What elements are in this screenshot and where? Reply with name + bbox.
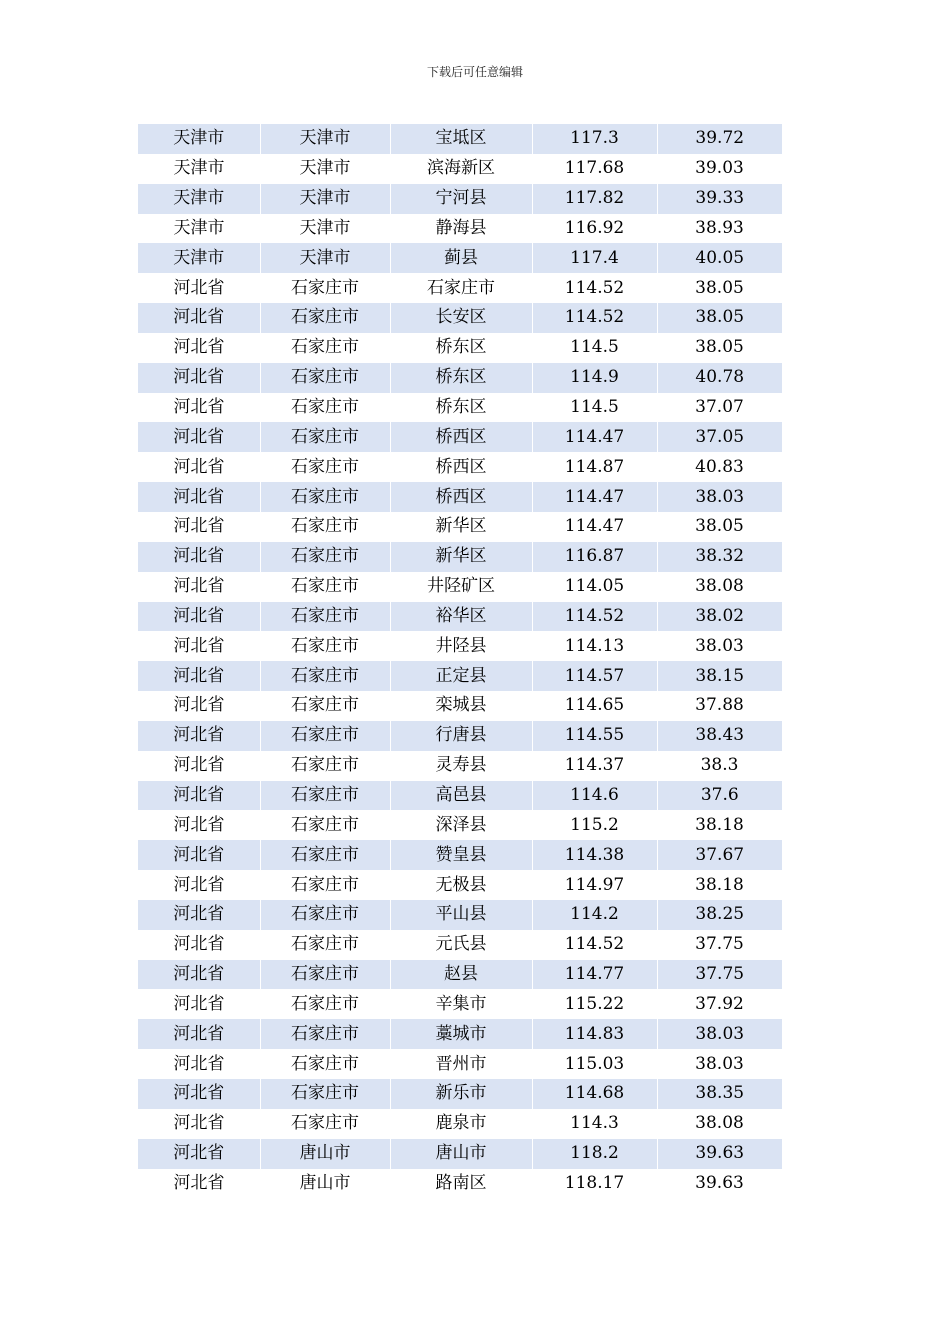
district-cell: 裕华区 bbox=[390, 602, 532, 632]
city-cell: 石家庄市 bbox=[260, 1079, 390, 1109]
province-cell: 天津市 bbox=[173, 158, 225, 179]
longitude-cell: 117.4 bbox=[532, 243, 657, 273]
province-cell: 河北省 bbox=[138, 363, 260, 393]
province-cell: 河北省 bbox=[173, 277, 225, 298]
district-cell: 路南区 bbox=[435, 1172, 487, 1193]
table-row bbox=[138, 661, 782, 691]
table-row bbox=[138, 452, 782, 482]
longitude-cell: 114.05 bbox=[564, 576, 625, 597]
province-cell: 河北省 bbox=[173, 755, 225, 776]
latitude-cell: 37.07 bbox=[695, 397, 744, 418]
district-cell: 蓟县 bbox=[390, 243, 532, 273]
district-cell: 桥东区 bbox=[390, 363, 532, 393]
district-cell: 无极县 bbox=[435, 874, 487, 895]
city-cell: 石家庄市 bbox=[291, 934, 359, 955]
city-cell: 石家庄市 bbox=[260, 602, 390, 632]
table-row bbox=[138, 810, 782, 840]
district-cell: 晋州市 bbox=[435, 1053, 487, 1074]
table-row bbox=[138, 154, 782, 184]
latitude-cell: 38.35 bbox=[657, 1079, 782, 1109]
longitude-cell: 114.55 bbox=[532, 721, 657, 751]
city-cell: 石家庄市 bbox=[291, 695, 359, 716]
province-cell: 河北省 bbox=[138, 721, 260, 751]
city-cell: 石家庄市 bbox=[260, 363, 390, 393]
city-cell: 唐山市 bbox=[299, 1172, 351, 1193]
city-cell: 石家庄市 bbox=[260, 840, 390, 870]
province-cell: 河北省 bbox=[138, 602, 260, 632]
district-cell: 桥西区 bbox=[435, 456, 487, 477]
longitude-cell: 114.37 bbox=[564, 755, 625, 776]
table-row bbox=[138, 572, 782, 602]
district-cell: 长安区 bbox=[390, 303, 532, 333]
longitude-cell: 114.83 bbox=[532, 1019, 657, 1049]
table-row bbox=[138, 870, 782, 900]
district-cell: 辛集市 bbox=[435, 993, 487, 1014]
province-cell: 河北省 bbox=[173, 934, 225, 955]
latitude-cell: 39.03 bbox=[695, 158, 744, 179]
district-cell: 平山县 bbox=[390, 900, 532, 930]
longitude-cell: 114.97 bbox=[564, 874, 625, 895]
city-cell: 石家庄市 bbox=[291, 635, 359, 656]
province-cell: 河北省 bbox=[138, 840, 260, 870]
latitude-cell: 38.05 bbox=[695, 337, 744, 358]
city-cell: 天津市 bbox=[260, 243, 390, 273]
latitude-cell: 37.75 bbox=[657, 960, 782, 990]
latitude-cell: 38.15 bbox=[657, 661, 782, 691]
province-cell: 河北省 bbox=[173, 456, 225, 477]
longitude-cell: 117.82 bbox=[532, 184, 657, 214]
district-cell: 桥东区 bbox=[435, 337, 487, 358]
latitude-cell: 37.92 bbox=[695, 993, 744, 1014]
latitude-cell: 38.05 bbox=[695, 516, 744, 537]
province-cell: 河北省 bbox=[138, 1079, 260, 1109]
latitude-cell: 38.03 bbox=[657, 1019, 782, 1049]
table-row bbox=[138, 184, 782, 214]
district-cell: 高邑县 bbox=[390, 781, 532, 811]
table-row bbox=[138, 781, 782, 811]
latitude-cell: 38.03 bbox=[695, 635, 744, 656]
table-row bbox=[138, 243, 782, 273]
province-cell: 天津市 bbox=[173, 217, 225, 238]
table-row bbox=[138, 422, 782, 452]
district-cell: 深泽县 bbox=[435, 814, 487, 835]
city-cell: 石家庄市 bbox=[260, 661, 390, 691]
province-cell: 河北省 bbox=[173, 814, 225, 835]
latitude-cell: 38.25 bbox=[657, 900, 782, 930]
latitude-cell: 38.32 bbox=[657, 542, 782, 572]
province-cell: 河北省 bbox=[138, 781, 260, 811]
table-row bbox=[138, 393, 782, 423]
longitude-cell: 117.3 bbox=[532, 124, 657, 154]
table-row bbox=[138, 1109, 782, 1139]
district-cell: 滨海新区 bbox=[427, 158, 495, 179]
longitude-cell: 117.68 bbox=[564, 158, 625, 179]
latitude-cell: 38.3 bbox=[700, 755, 739, 776]
district-cell: 栾城县 bbox=[435, 695, 487, 716]
table-row bbox=[138, 1169, 782, 1199]
longitude-cell: 114.65 bbox=[564, 695, 625, 716]
city-cell: 石家庄市 bbox=[291, 456, 359, 477]
table-row bbox=[138, 960, 782, 990]
latitude-cell: 39.63 bbox=[695, 1172, 744, 1193]
table-row bbox=[138, 989, 782, 1019]
table-row bbox=[138, 930, 782, 960]
district-cell: 灵寿县 bbox=[435, 755, 487, 776]
province-cell: 河北省 bbox=[138, 960, 260, 990]
district-cell: 新华区 bbox=[435, 516, 487, 537]
longitude-cell: 114.5 bbox=[570, 337, 619, 358]
province-cell: 河北省 bbox=[173, 993, 225, 1014]
longitude-cell: 114.52 bbox=[564, 934, 625, 955]
table-row bbox=[138, 1079, 782, 1109]
province-cell: 河北省 bbox=[173, 576, 225, 597]
latitude-cell: 38.02 bbox=[657, 602, 782, 632]
city-cell: 石家庄市 bbox=[260, 422, 390, 452]
longitude-cell: 116.92 bbox=[564, 217, 625, 238]
latitude-cell: 39.33 bbox=[657, 184, 782, 214]
table-row bbox=[138, 900, 782, 930]
district-cell: 井陉矿区 bbox=[427, 576, 495, 597]
district-cell: 井陉县 bbox=[435, 635, 487, 656]
district-cell: 赵县 bbox=[390, 960, 532, 990]
table-row bbox=[138, 691, 782, 721]
province-cell: 河北省 bbox=[173, 1172, 225, 1193]
longitude-cell: 114.3 bbox=[570, 1113, 619, 1134]
province-cell: 河北省 bbox=[173, 397, 225, 418]
table-row bbox=[138, 721, 782, 751]
district-cell: 藁城市 bbox=[390, 1019, 532, 1049]
latitude-cell: 38.05 bbox=[657, 303, 782, 333]
city-cell: 石家庄市 bbox=[291, 1113, 359, 1134]
province-cell: 河北省 bbox=[138, 1019, 260, 1049]
table-row bbox=[138, 751, 782, 781]
city-cell: 石家庄市 bbox=[291, 516, 359, 537]
district-cell: 鹿泉市 bbox=[435, 1113, 487, 1134]
longitude-cell: 114.57 bbox=[532, 661, 657, 691]
longitude-cell: 115.22 bbox=[564, 993, 625, 1014]
page-header: 下载后可任意编辑 bbox=[426, 65, 523, 79]
city-cell: 石家庄市 bbox=[260, 542, 390, 572]
latitude-cell: 38.03 bbox=[657, 482, 782, 512]
latitude-cell: 37.67 bbox=[657, 840, 782, 870]
table-body bbox=[138, 124, 782, 1198]
longitude-cell: 114.9 bbox=[532, 363, 657, 393]
city-cell: 石家庄市 bbox=[291, 1053, 359, 1074]
district-cell: 静海县 bbox=[435, 217, 487, 238]
province-cell: 河北省 bbox=[138, 1139, 260, 1169]
district-cell: 桥东区 bbox=[435, 397, 487, 418]
table-row bbox=[138, 542, 782, 572]
city-cell: 天津市 bbox=[260, 184, 390, 214]
longitude-cell: 114.6 bbox=[532, 781, 657, 811]
longitude-cell: 115.2 bbox=[570, 814, 619, 835]
district-cell: 石家庄市 bbox=[427, 277, 495, 298]
district-cell: 桥西区 bbox=[390, 482, 532, 512]
district-cell: 桥西区 bbox=[390, 422, 532, 452]
city-cell: 石家庄市 bbox=[291, 397, 359, 418]
data-table bbox=[138, 124, 782, 1198]
city-cell: 石家庄市 bbox=[260, 482, 390, 512]
province-cell: 河北省 bbox=[173, 635, 225, 656]
longitude-cell: 114.77 bbox=[532, 960, 657, 990]
district-cell: 赞皇县 bbox=[390, 840, 532, 870]
province-cell: 河北省 bbox=[173, 337, 225, 358]
table-row bbox=[138, 602, 782, 632]
table-row bbox=[138, 1019, 782, 1049]
district-cell: 正定县 bbox=[390, 661, 532, 691]
latitude-cell: 40.78 bbox=[657, 363, 782, 393]
longitude-cell: 114.87 bbox=[564, 456, 625, 477]
province-cell: 河北省 bbox=[138, 661, 260, 691]
longitude-cell: 114.52 bbox=[532, 602, 657, 632]
province-cell: 河北省 bbox=[173, 695, 225, 716]
province-cell: 天津市 bbox=[138, 184, 260, 214]
city-cell: 唐山市 bbox=[260, 1139, 390, 1169]
district-cell: 行唐县 bbox=[390, 721, 532, 751]
latitude-cell: 40.83 bbox=[695, 456, 744, 477]
latitude-cell: 39.72 bbox=[657, 124, 782, 154]
province-cell: 河北省 bbox=[173, 1053, 225, 1074]
table-row bbox=[138, 512, 782, 542]
district-cell: 唐山市 bbox=[390, 1139, 532, 1169]
district-cell: 新乐市 bbox=[390, 1079, 532, 1109]
city-cell: 石家庄市 bbox=[291, 993, 359, 1014]
latitude-cell: 38.08 bbox=[695, 1113, 744, 1134]
city-cell: 石家庄市 bbox=[260, 721, 390, 751]
city-cell: 石家庄市 bbox=[291, 277, 359, 298]
city-cell: 石家庄市 bbox=[260, 960, 390, 990]
province-cell: 河北省 bbox=[173, 1113, 225, 1134]
latitude-cell: 38.03 bbox=[695, 1053, 744, 1074]
longitude-cell: 114.47 bbox=[564, 516, 625, 537]
city-cell: 石家庄市 bbox=[291, 755, 359, 776]
longitude-cell: 114.52 bbox=[532, 303, 657, 333]
table-row bbox=[138, 840, 782, 870]
table-row bbox=[138, 631, 782, 661]
table-row bbox=[138, 363, 782, 393]
longitude-cell: 114.47 bbox=[532, 422, 657, 452]
city-cell: 石家庄市 bbox=[291, 337, 359, 358]
latitude-cell: 38.18 bbox=[695, 814, 744, 835]
province-cell: 河北省 bbox=[138, 542, 260, 572]
province-cell: 河北省 bbox=[138, 900, 260, 930]
latitude-cell: 37.75 bbox=[695, 934, 744, 955]
latitude-cell: 37.05 bbox=[657, 422, 782, 452]
city-cell: 石家庄市 bbox=[291, 814, 359, 835]
longitude-cell: 114.38 bbox=[532, 840, 657, 870]
city-cell: 天津市 bbox=[260, 124, 390, 154]
province-cell: 河北省 bbox=[138, 422, 260, 452]
city-cell: 石家庄市 bbox=[260, 781, 390, 811]
latitude-cell: 38.93 bbox=[695, 217, 744, 238]
district-cell: 元氏县 bbox=[435, 934, 487, 955]
city-cell: 石家庄市 bbox=[260, 900, 390, 930]
city-cell: 石家庄市 bbox=[291, 576, 359, 597]
district-cell: 宁河县 bbox=[390, 184, 532, 214]
longitude-cell: 118.2 bbox=[532, 1139, 657, 1169]
province-cell: 河北省 bbox=[173, 874, 225, 895]
city-cell: 石家庄市 bbox=[260, 303, 390, 333]
province-cell: 河北省 bbox=[138, 303, 260, 333]
longitude-cell: 114.52 bbox=[564, 277, 625, 298]
latitude-cell: 37.88 bbox=[695, 695, 744, 716]
longitude-cell: 116.87 bbox=[532, 542, 657, 572]
city-cell: 石家庄市 bbox=[260, 1019, 390, 1049]
longitude-cell: 114.13 bbox=[564, 635, 625, 656]
province-cell: 天津市 bbox=[138, 243, 260, 273]
latitude-cell: 38.43 bbox=[657, 721, 782, 751]
province-cell: 天津市 bbox=[138, 124, 260, 154]
longitude-cell: 115.03 bbox=[564, 1053, 625, 1074]
province-cell: 河北省 bbox=[138, 482, 260, 512]
city-cell: 石家庄市 bbox=[291, 874, 359, 895]
city-cell: 天津市 bbox=[299, 158, 351, 179]
table-row bbox=[138, 1139, 782, 1169]
table-row bbox=[138, 333, 782, 363]
table-row bbox=[138, 1049, 782, 1079]
latitude-cell: 40.05 bbox=[657, 243, 782, 273]
latitude-cell: 39.63 bbox=[657, 1139, 782, 1169]
table-row bbox=[138, 482, 782, 512]
longitude-cell: 114.68 bbox=[532, 1079, 657, 1109]
latitude-cell: 37.6 bbox=[657, 781, 782, 811]
longitude-cell: 118.17 bbox=[564, 1172, 625, 1193]
table-row bbox=[138, 273, 782, 303]
city-cell: 天津市 bbox=[299, 217, 351, 238]
latitude-cell: 38.05 bbox=[695, 277, 744, 298]
district-cell: 新华区 bbox=[390, 542, 532, 572]
latitude-cell: 38.18 bbox=[695, 874, 744, 895]
longitude-cell: 114.47 bbox=[532, 482, 657, 512]
district-cell: 宝坻区 bbox=[390, 124, 532, 154]
latitude-cell: 38.08 bbox=[695, 576, 744, 597]
longitude-cell: 114.2 bbox=[532, 900, 657, 930]
table-row bbox=[138, 214, 782, 244]
province-cell: 河北省 bbox=[173, 516, 225, 537]
table-row bbox=[138, 124, 782, 154]
table-row bbox=[138, 303, 782, 333]
longitude-cell: 114.5 bbox=[570, 397, 619, 418]
